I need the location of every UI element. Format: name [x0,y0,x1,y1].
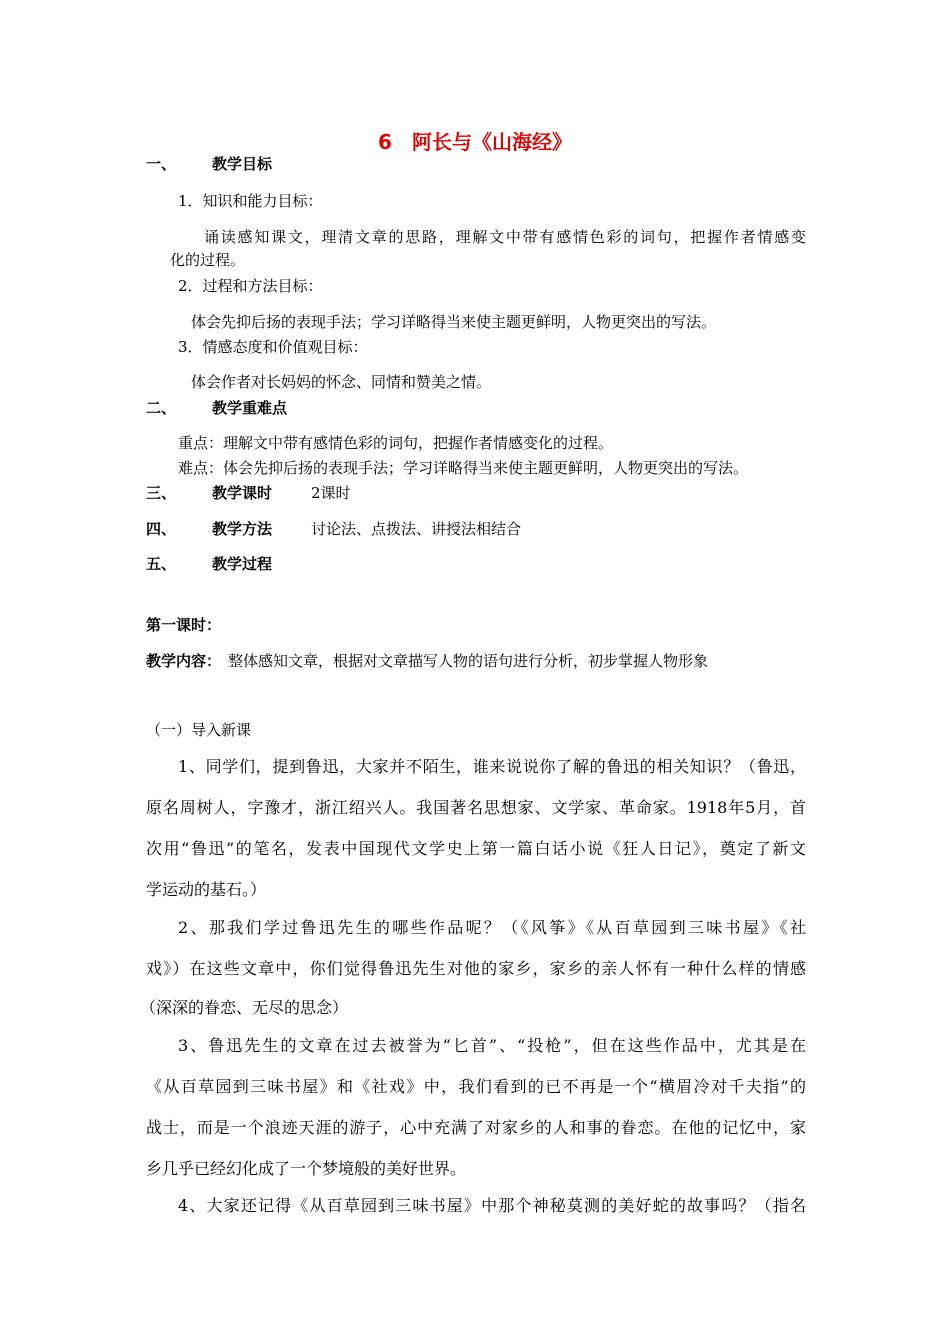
section-4-number: 四、 [146,520,177,538]
para-3-line1: 3、鲁迅先生的文章在过去被誉为“匕首”、“投枪”，但在这些作品中，尤其是在 [178,1036,806,1055]
para-1-line4: 学运动的基石。） [146,880,267,899]
section-2-number: 二、 [146,399,177,417]
difficult-point: 难点：体会先抑后扬的表现手法；学习详略得当来使主题更鲜明，人物更突出的写法。 [178,459,749,477]
goal-2-label: 2．过程和方法目标： [178,277,323,295]
goal-1-text-line2: 化的过程。 [170,251,246,269]
goal-2-text: 体会先抑后扬的表现手法；学习详略得当来使主题更鲜明，人物更突出的写法。 [191,313,717,331]
para-3-line4: 乡几乎已经幻化成了一个梦境般的美好世界。 [146,1159,467,1178]
key-point: 重点：理解文中带有感情色彩的词句，把握作者情感变化的过程。 [178,434,614,452]
para-2-line3: （深深的眷恋、无尽的思念） [140,998,349,1017]
content-label: 教学内容： [146,652,222,670]
para-2-line2: 戏》）在这些文章中，你们觉得鲁迅先生对他的家乡，家乡的亲人怀有一种什么样的情感 [146,959,806,978]
section-1-number: 一、 [146,155,177,173]
para-1-line3: 次用“鲁迅”的笔名，发表中国现代文学史上第一篇白话小说《狂人日记》，奠定了新文 [146,839,806,858]
section-3-value: 2课时 [311,484,351,502]
para-4-line1: 4、大家还记得《从百草园到三味书屋》中那个神秘莫测的美好蛇的故事吗？（指名 [178,1196,806,1215]
para-1-line1: 1、同学们，提到鲁迅，大家并不陌生，谁来说说你了解的鲁迅的相关知识？（鲁迅， [178,757,806,776]
section-2-heading: 教学重难点 [212,399,288,417]
goal-1-label: 1．知识和能力目标： [178,192,323,210]
section-1-heading: 教学目标 [212,155,273,173]
section-4-heading: 教学方法 [212,520,273,538]
section-5-number: 五、 [146,555,177,573]
section-5-heading: 教学过程 [212,555,273,573]
content-text: 整体感知文章，根据对文章描写人物的语句进行分析，初步掌握人物形象 [228,652,709,670]
page-title: 6 阿长与《山海经》 [378,130,572,154]
lesson-heading: 第一课时： [146,616,222,634]
para-3-line3: 战士，而是一个浪迹天涯的游子，心中充满了对家乡的人和事的眷恋。在他的记忆中，家 [146,1118,806,1137]
goal-3-label: 3．情感态度和价值观目标： [178,338,368,356]
part-1-heading: （一）导入新课 [146,721,252,739]
goal-3-text: 体会作者对长妈妈的怀念、同情和赞美之情。 [191,373,492,391]
section-3-heading: 教学课时 [212,484,273,502]
goal-1-text-line1: 诵读感知课文，理清文章的思路，理解文中带有感情色彩的词句，把握作者情感变 [204,228,806,246]
para-3-line2: 《从百草园到三味书屋》和《社戏》中，我们看到的已不再是一个“横眉冷对千夫指”的 [146,1077,806,1096]
section-4-value: 讨论法、点拨法、讲授法相结合 [311,520,522,538]
para-2-line1: 2、那我们学过鲁迅先生的哪些作品呢？（《风筝》《从百草园到三味书屋》《社 [178,918,806,937]
para-1-line2: 原名周树人，字豫才，浙江绍兴人。我国著名思想家、文学家、革命家。1918年5月，首 [146,798,806,817]
section-3-number: 三、 [146,484,177,502]
